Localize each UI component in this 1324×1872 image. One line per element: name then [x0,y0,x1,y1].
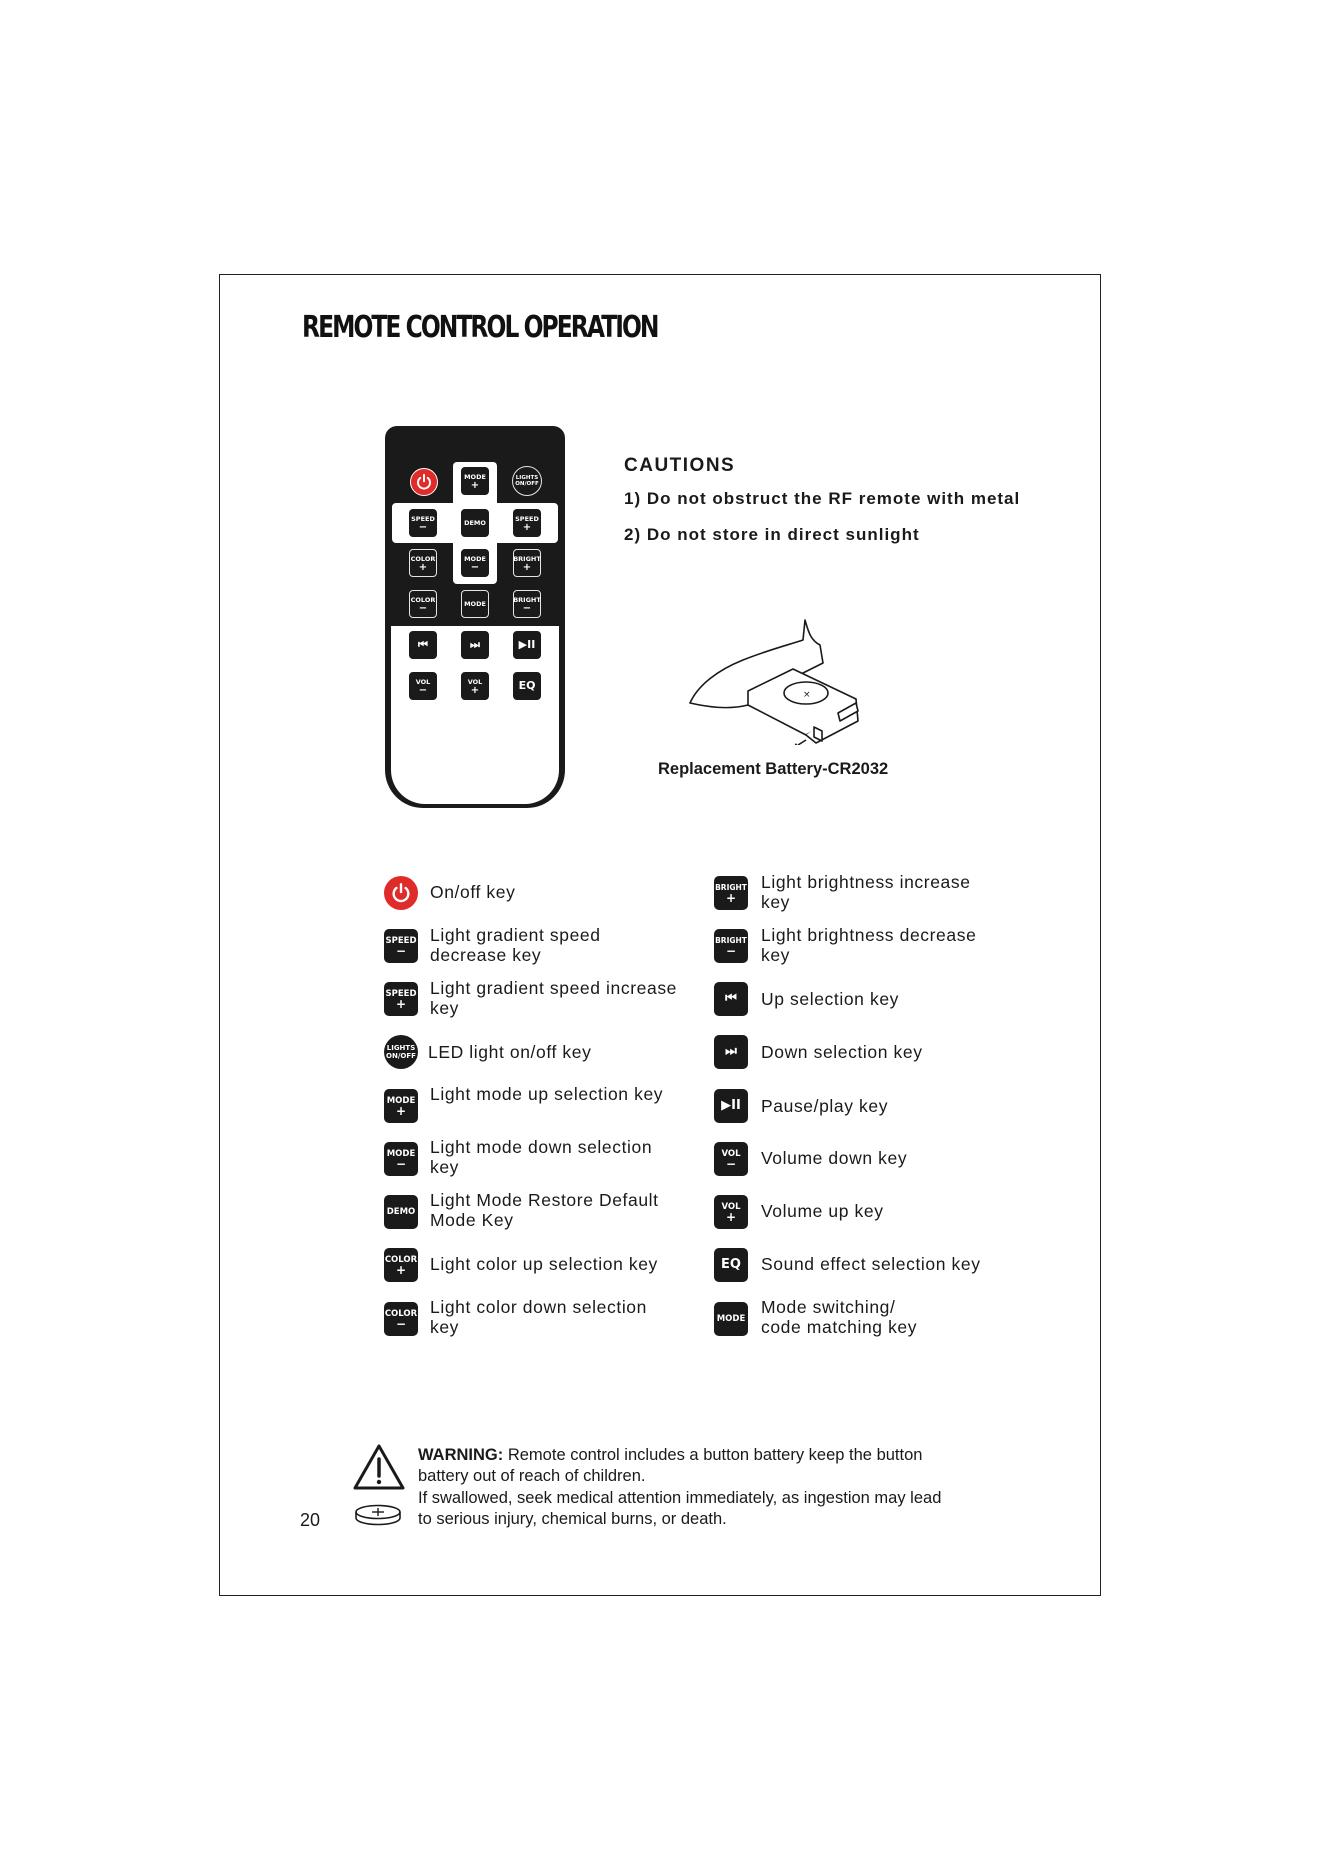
remote-mode-plus-button [461,467,489,495]
icon-label: VOL [721,1202,741,1212]
remote-power-button [410,468,438,496]
legend-text: Light mode up selection key [430,1084,664,1104]
button-label: COLOR [410,595,436,604]
button-label: SPEED [411,514,435,523]
legend-icon-vol-plus [714,1195,748,1229]
icon-sign: − [395,944,407,958]
legend-text: Light color up selection key [430,1254,658,1274]
remote-eq-button [513,672,541,700]
button-sign: + [470,684,480,696]
button-label: MODE [464,554,486,563]
legend-text: Down selection key [761,1042,923,1062]
button-label: EQ [518,679,536,692]
icon-sign: − [725,944,737,958]
legend-icon-mode-minus [384,1142,418,1176]
page-number: 20 [300,1510,321,1530]
button-label: MODE [464,600,486,608]
icon-sign: + [725,1210,737,1224]
battery-caption: Replacement Battery-CR2032 [658,760,889,778]
icon-sign: + [395,1263,407,1277]
legend-icon-vol-minus [714,1142,748,1176]
warning-label: WARNING: [418,1446,504,1464]
remote-speed-minus-button [409,509,437,537]
icon-sign: + [725,891,737,905]
warning-line2: If swallowed, seek medical attention immediately, as ingestion may lead to serious injury, chemical burns, or death. [418,1489,942,1528]
next-icon: ⏭ [725,1044,737,1059]
remote-mode-button [461,590,489,618]
legend-text: Pause/play key [761,1096,889,1116]
button-sign: + [522,521,532,533]
legend-icon-speed-plus [384,982,418,1016]
remote-color-plus-button [409,549,437,577]
remote-bright-plus-button [513,549,541,577]
svg-text:×: × [803,690,811,700]
legend-icon-lights [384,1035,418,1069]
legend-icon-bright-minus [714,929,748,963]
button-sign: − [418,684,428,696]
legend-text: Up selection key [761,989,899,1009]
remote-bright-minus-button [513,590,541,618]
icon-sign: − [725,1157,737,1171]
icon-label: DEMO [386,1207,416,1217]
remote-speed-plus-button [513,509,541,537]
legend-text: Light brightness increase key [761,872,971,912]
icon-label: LIGHTS [386,1044,416,1052]
button-sign: + [418,561,428,573]
prev-icon: ⏮ [725,991,737,1006]
legend-icon-bright-plus [714,876,748,910]
icon-label: BRIGHT [715,883,747,892]
remote-demo-button [461,509,489,537]
prev-icon: ⏮ [418,638,428,651]
legend-text: Volume down key [761,1148,908,1168]
button-label: BRIGHT [513,554,541,563]
remote-vol-minus-button [409,672,437,700]
icon-label: MODE [716,1314,746,1324]
legend-icon-playpause [714,1089,748,1123]
remote-playpause-button [513,631,541,659]
legend-icon-speed-minus [384,929,418,963]
icon-sign: − [395,1317,407,1331]
button-label: COLOR [410,554,436,563]
legend-icon-prev [714,982,748,1016]
button-sign: + [470,479,480,491]
legend-icon-demo [384,1195,418,1229]
warning-icon [352,1443,406,1491]
icon-label: MODE [386,1149,416,1159]
warning-line1: Remote control includes a button battery keep the button battery out of reach of children. [418,1446,923,1485]
icon-label: SPEED [385,989,417,999]
remote-prev-button [409,631,437,659]
button-sign: − [470,561,480,573]
icon-sign: + [395,997,407,1011]
legend-text: Light gradient speed decrease key [430,925,601,965]
button-label: VOL [415,677,431,686]
caution-item: 2) Do not store in direct sunlight [624,525,920,544]
legend-text: Mode switching/ code matching key [761,1297,918,1337]
legend-text: Light color down selection key [430,1297,647,1337]
icon-sign: + [395,1104,407,1118]
button-label: MODE [464,472,486,481]
page-title: REMOTE CONTROL OPERATION [302,310,658,345]
legend-text: Sound effect selection key [761,1254,981,1274]
button-sign: − [522,602,532,614]
icon-label: SPEED [385,936,417,946]
icon-label: MODE [386,1096,416,1106]
caution-item: 1) Do not obstruct the RF remote with metal [624,489,1021,508]
button-sign: − [418,602,428,614]
icon-sign: ON/OFF [386,1052,416,1060]
legend-icon-power [384,876,418,910]
remote-color-minus-button [409,590,437,618]
remote-vol-plus-button [461,672,489,700]
legend-text: Light mode down selection key [430,1137,653,1177]
button-label: DEMO [464,519,486,527]
power-icon [415,473,433,491]
battery-replacement-illustration [688,615,870,745]
button-label: VOL [467,677,483,686]
power-icon [390,882,412,904]
legend-icon-eq [714,1248,748,1282]
warning-text [418,1445,958,1530]
legend-text: Volume up key [761,1201,884,1221]
icon-label: COLOR [384,1309,418,1319]
button-sign: − [418,521,428,533]
play-pause-icon: ▶II [721,1098,741,1113]
legend-icon-mode-plus [384,1089,418,1123]
button-sign: ON/OFF [515,481,539,487]
legend-icon-next [714,1035,748,1069]
remote-next-button [461,631,489,659]
legend-text: LED light on/off key [428,1042,592,1062]
legend-icon-color-minus [384,1302,418,1336]
icon-label: BRIGHT [715,936,747,945]
legend-icon-mode [714,1302,748,1336]
remote-mode-minus-button [461,549,489,577]
button-label: BRIGHT [513,595,541,604]
icon-label: COLOR [384,1255,418,1265]
button-sign: + [522,561,532,573]
legend-text: Light brightness decrease key [761,925,977,965]
icon-sign: − [395,1157,407,1171]
next-icon: ⏭ [470,638,480,651]
legend-text: Light gradient speed increase key [430,978,678,1018]
legend-icon-color-plus [384,1248,418,1282]
legend-text: On/off key [430,882,516,902]
button-label: LIGHTS [515,475,539,481]
legend-text: Light Mode Restore Default Mode Key [430,1190,659,1230]
button-label: SPEED [515,514,539,523]
cautions-heading: CAUTIONS [624,455,736,476]
button-battery-icon [354,1504,402,1526]
icon-label: EQ [721,1257,741,1272]
play-pause-icon: ▶II [518,638,536,651]
icon-label: VOL [721,1149,741,1159]
remote-lights-button [512,466,542,496]
